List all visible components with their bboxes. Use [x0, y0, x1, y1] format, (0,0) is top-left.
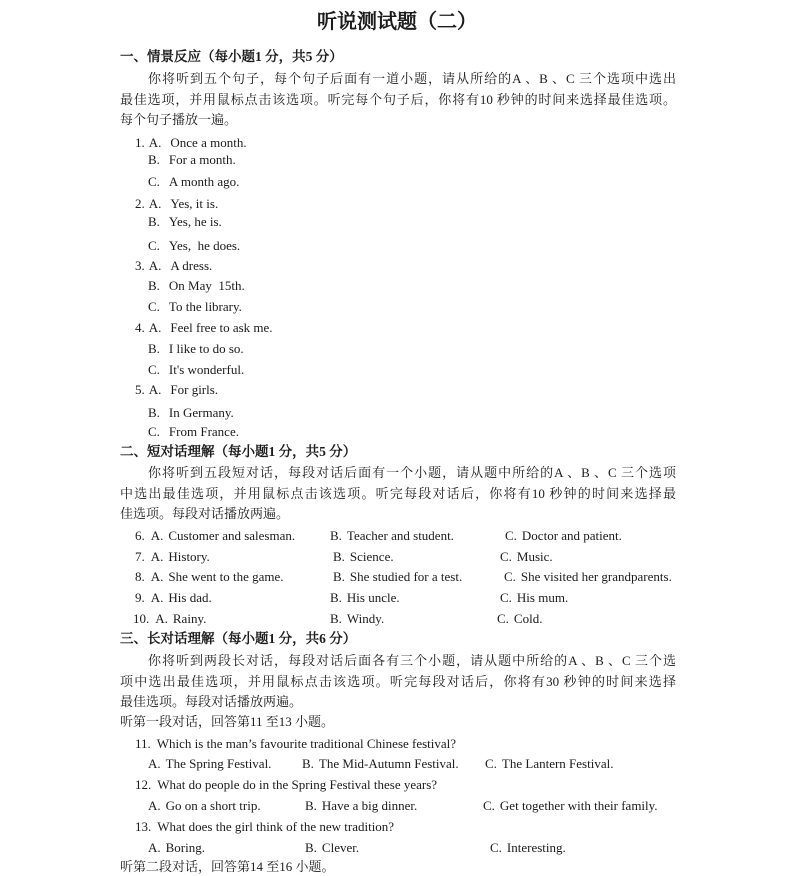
- section-heading: 一、情景反应（每小题1 分，共5 分）: [120, 49, 343, 64]
- option-label: A.: [148, 135, 162, 150]
- option-text: Rainy.: [172, 611, 207, 626]
- option-text: Get together with their family.: [499, 798, 658, 813]
- option-text: Teacher and student.: [346, 528, 454, 543]
- dialogue-intro: 听第一段对话，回答第11 至13 小题。: [120, 714, 335, 729]
- question-text: What do people do in the Spring Festival these years?: [157, 777, 438, 792]
- question-number: 2.: [135, 196, 145, 211]
- option-a: [135, 590, 212, 606]
- option-c: [148, 362, 244, 378]
- option-text: Once a month.: [170, 135, 247, 150]
- option-b: [330, 590, 400, 606]
- page-title: 听说测试题（二）: [317, 11, 477, 33]
- option-a: [135, 135, 247, 151]
- option-label: A.: [150, 590, 164, 605]
- option-c: [148, 424, 239, 440]
- option-c: [485, 756, 613, 772]
- option-label: B.: [148, 214, 160, 229]
- option-text: For a month.: [168, 152, 236, 167]
- option-label: C.: [505, 528, 517, 543]
- question-number: 5.: [135, 382, 145, 397]
- option-label: A.: [150, 569, 164, 584]
- option-label: C.: [483, 798, 495, 813]
- option-label: C.: [148, 174, 160, 189]
- option-label: C.: [504, 569, 516, 584]
- option-label: A.: [148, 196, 162, 211]
- option-label: C.: [148, 424, 160, 439]
- instruction-line: 项中选出最佳选项，并用鼠标点击该选项。听完每段对话后，你将有30 秒钟的时间来选择: [120, 674, 676, 689]
- option-label: C.: [148, 299, 160, 314]
- option-label: B.: [148, 278, 160, 293]
- option-c: [504, 569, 672, 585]
- option-text: To the library.: [168, 299, 242, 314]
- option-text: From France.: [168, 424, 239, 439]
- option-b: [148, 214, 222, 230]
- option-text: Windy.: [346, 611, 385, 626]
- option-label: A.: [150, 528, 164, 543]
- question-text: Which is the man’s favourite traditional Chinese festival?: [156, 736, 457, 751]
- dialogue-intro: 听第二段对话，回答第14 至16 小题。: [120, 859, 335, 874]
- option-text: Interesting.: [506, 840, 566, 855]
- question-number: 12.: [135, 777, 152, 792]
- option-b: [333, 569, 462, 585]
- option-b: [305, 798, 417, 814]
- question-number: 6.: [135, 528, 145, 543]
- option-label: A.: [150, 549, 164, 564]
- option-label: B.: [330, 611, 342, 626]
- instruction-line: 你将听到两段长对话，每段对话后面各有三个小题，请从题中所给的A 、B 、C 三个选: [148, 653, 676, 668]
- option-a: [135, 196, 218, 212]
- section-heading: 三、长对话理解（每小题1 分，共6 分）: [120, 631, 357, 646]
- option-c: [148, 174, 239, 190]
- option-label: A.: [148, 258, 162, 273]
- option-a: [133, 611, 206, 627]
- instruction-line: 你将听到五段短对话，每段对话后面有一个小题，请从题中所给的A 、B 、C 三个选项: [148, 465, 676, 480]
- option-a: [135, 549, 210, 565]
- option-text: She went to the game.: [168, 569, 284, 584]
- question-number: 1.: [135, 135, 145, 150]
- option-label: A.: [148, 798, 161, 813]
- option-label: B.: [148, 152, 160, 167]
- option-label: B.: [302, 756, 314, 771]
- option-label: B.: [305, 798, 317, 813]
- instruction-line: 中选出最佳选项，并用鼠标点击该选项。听完每段对话后，你将有10 秒钟的时间来选择最: [120, 486, 676, 501]
- option-c: [500, 590, 568, 606]
- question-number: 7.: [135, 549, 145, 564]
- question-stem: [135, 777, 437, 793]
- option-label: C.: [500, 549, 512, 564]
- option-text: Doctor and patient.: [521, 528, 622, 543]
- option-label: B.: [148, 341, 160, 356]
- question-number: 8.: [135, 569, 145, 584]
- option-a: [135, 258, 212, 274]
- option-text: Yes, he is.: [168, 214, 222, 229]
- option-b: [148, 152, 236, 168]
- option-label: B.: [305, 840, 317, 855]
- option-text: His uncle.: [346, 590, 400, 605]
- question-text: What does the girl think of the new tradition?: [157, 819, 395, 834]
- option-text: Customer and salesman.: [168, 528, 296, 543]
- option-text: For girls.: [170, 382, 219, 397]
- option-c: [505, 528, 622, 544]
- question-number: 10.: [133, 611, 150, 626]
- option-b: [148, 278, 245, 294]
- option-label: C.: [497, 611, 509, 626]
- option-c: [483, 798, 658, 814]
- question-number: 13.: [135, 819, 152, 834]
- instruction-line: 佳选项。每段对话播放两遍。: [120, 506, 290, 521]
- option-text: She studied for a test.: [349, 569, 463, 584]
- option-text: The Spring Festival.: [165, 756, 272, 771]
- option-a: [148, 840, 205, 856]
- option-text: Go on a short trip.: [165, 798, 261, 813]
- instruction-line: 你将听到五个句子，每个句子后面有一道小题，请从所给的A 、B 、C 三个选项中选出: [148, 71, 676, 86]
- option-text: Clever.: [321, 840, 360, 855]
- option-text: Boring.: [165, 840, 206, 855]
- option-a: [135, 528, 295, 544]
- option-text: A month ago.: [168, 174, 240, 189]
- section-heading: 二、短对话理解（每小题1 分，共5 分）: [120, 444, 357, 459]
- option-a: [148, 798, 261, 814]
- option-label: A.: [148, 320, 162, 335]
- option-text: A dress.: [170, 258, 213, 273]
- option-text: Feel free to ask me.: [170, 320, 273, 335]
- option-label: A.: [148, 382, 162, 397]
- option-text: Have a big dinner.: [321, 798, 418, 813]
- option-label: C.: [148, 362, 160, 377]
- question-number: 9.: [135, 590, 145, 605]
- option-label: B.: [148, 405, 160, 420]
- option-label: C.: [500, 590, 512, 605]
- option-label: C.: [148, 238, 160, 253]
- option-b: [305, 840, 359, 856]
- option-label: B.: [330, 590, 342, 605]
- option-c: [497, 611, 542, 627]
- option-b: [330, 528, 454, 544]
- option-b: [148, 341, 244, 357]
- option-text: I like to do so.: [168, 341, 244, 356]
- option-b: [333, 549, 394, 565]
- option-text: History.: [168, 549, 210, 564]
- option-label: A.: [148, 756, 161, 771]
- option-b: [330, 611, 384, 627]
- option-label: B.: [333, 549, 345, 564]
- option-label: B.: [333, 569, 345, 584]
- option-label: A.: [155, 611, 168, 626]
- option-text: His dad.: [168, 590, 212, 605]
- option-label: C.: [485, 756, 497, 771]
- option-text: Science.: [349, 549, 394, 564]
- option-a: [135, 382, 218, 398]
- instruction-line: 每个句子播放一遍。: [120, 112, 238, 127]
- option-a: [135, 320, 273, 336]
- option-text: The Lantern Festival.: [501, 756, 614, 771]
- option-a: [148, 756, 271, 772]
- option-text: Yes, it is.: [170, 196, 219, 211]
- option-text: His mum.: [516, 590, 569, 605]
- question-number: 3.: [135, 258, 145, 273]
- question-stem: [135, 819, 394, 835]
- instruction-line: 最佳选项。每段对话播放两遍。: [120, 694, 303, 709]
- question-number: 4.: [135, 320, 145, 335]
- option-b: [148, 405, 234, 421]
- option-text: Cold.: [513, 611, 543, 626]
- option-text: It's wonderful.: [168, 362, 245, 377]
- option-text: The Mid-Autumn Festival.: [318, 756, 459, 771]
- option-text: Yes, he does.: [168, 238, 241, 253]
- option-text: Music.: [516, 549, 553, 564]
- option-b: [302, 756, 459, 772]
- option-label: B.: [330, 528, 342, 543]
- option-label: C.: [490, 840, 502, 855]
- option-text: In Germany.: [168, 405, 234, 420]
- option-c: [500, 549, 553, 565]
- option-text: She visited her grandparents.: [520, 569, 672, 584]
- option-c: [490, 840, 566, 856]
- option-label: A.: [148, 840, 161, 855]
- option-c: [148, 238, 240, 254]
- option-text: On May 15th.: [168, 278, 245, 293]
- option-a: [135, 569, 284, 585]
- instruction-line: 最佳选项，并用鼠标点击该选项。听完每个句子后，你将有10 秒钟的时间来选择最佳选项。: [120, 92, 676, 107]
- option-c: [148, 299, 242, 315]
- question-number: 11.: [135, 736, 151, 751]
- question-stem: [135, 736, 456, 752]
